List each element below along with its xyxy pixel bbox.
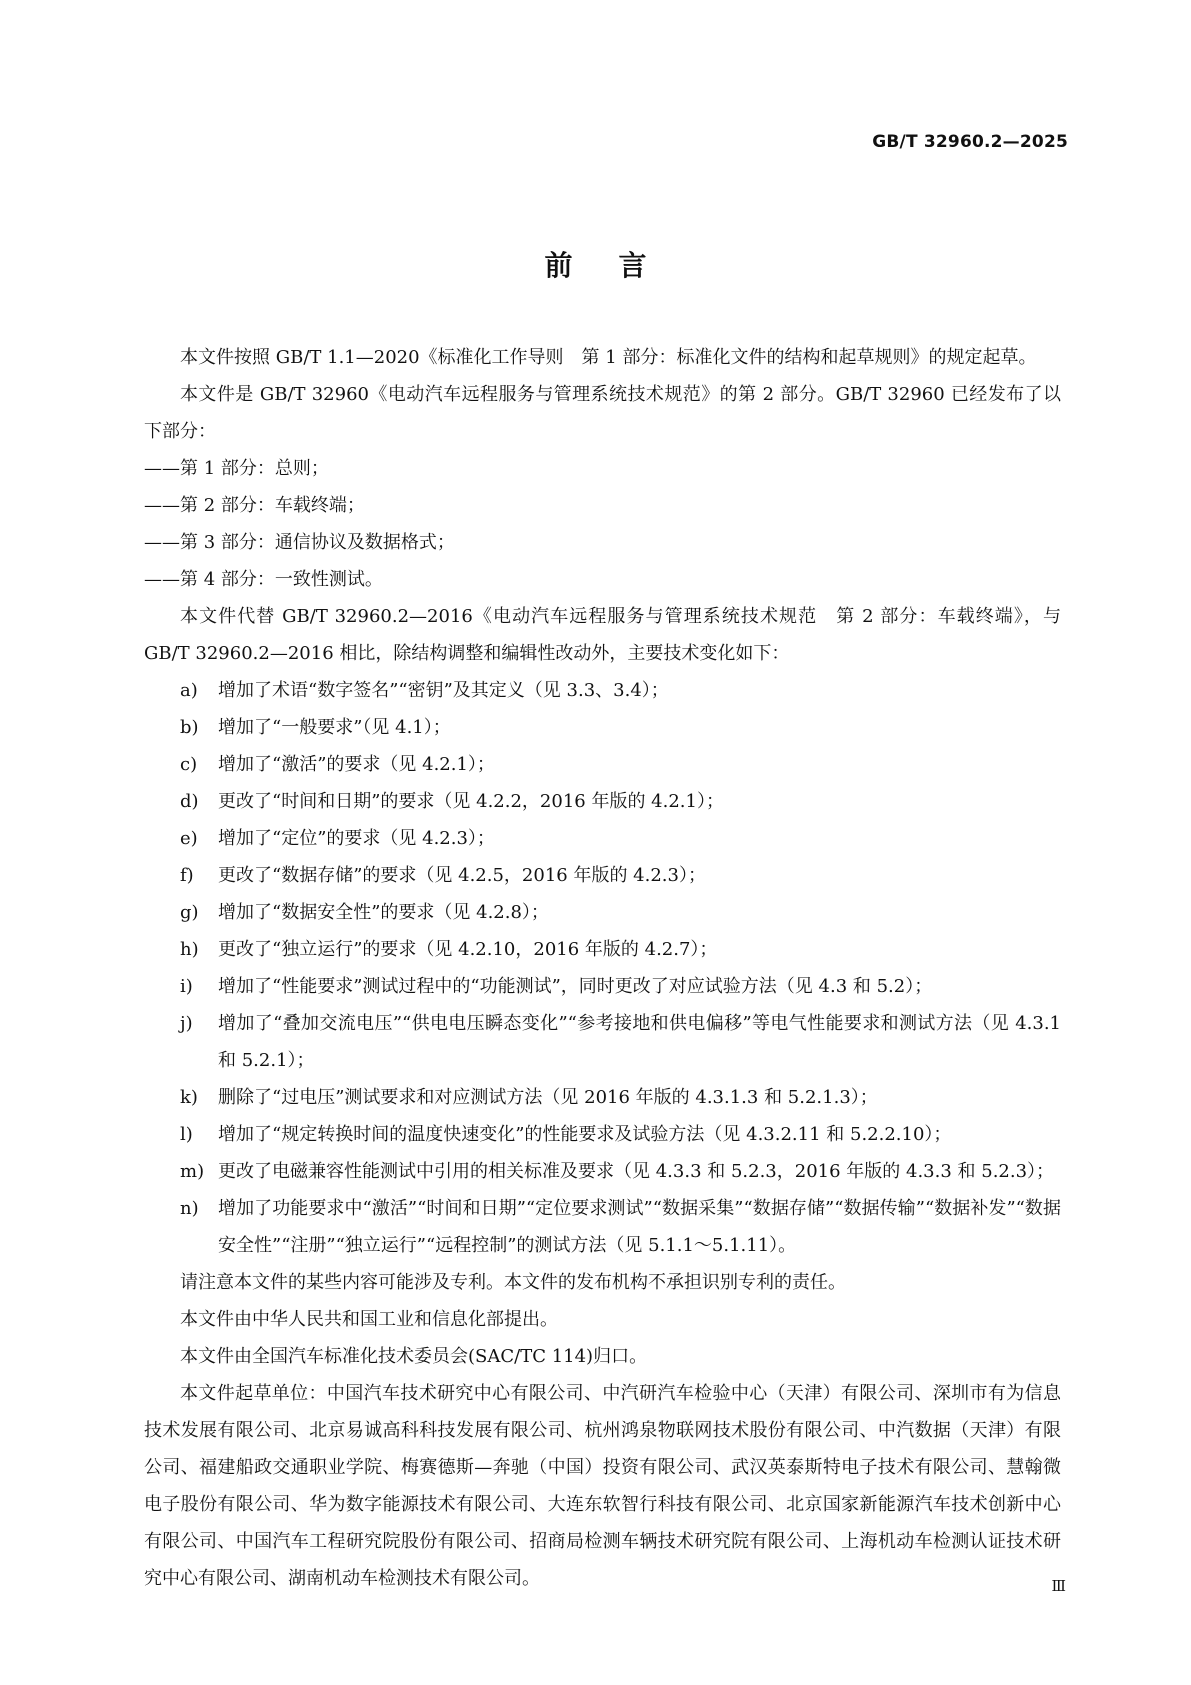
change-item xyxy=(144,783,1061,820)
change-item xyxy=(144,894,1061,931)
paragraph-drafting-organizations: 本文件起草单位：中国汽车技术研究中心有限公司、中汽研汽车检验中心（天津）有限公司、深圳市有为信息技术发展有限公司、北京易诚高科科技发展有限公司、杭州鸿泉物联网技术股份有限公司、中汽数据（天津）有限公司、福建船政交通职业学院、梅赛德斯—奔驰（中国）投资有限公司、武汉英泰斯特电子技术有限公司、慧翰微电子股份有限公司、华为数字能源技术有限公司、大连东软智行科技有限公司、北京国家新能源汽车技术创新中心有限公司、中国汽车工程研究院股份有限公司、招商局检测车辆技术研究院有限公司、上海机动车检测认证技术研究中心有限公司、湖南机动车检测技术有限公司。 xyxy=(144,1383,1061,1589)
page-number: Ⅲ xyxy=(1051,1577,1066,1595)
foreword-body xyxy=(144,339,1061,1597)
change-marker: e) xyxy=(180,828,198,849)
change-item xyxy=(144,746,1061,783)
change-item xyxy=(144,1079,1061,1116)
part-list-item: ——第 3 部分：通信协议及数据格式； xyxy=(144,532,455,553)
part-list-item: ——第 1 部分：总则； xyxy=(144,458,329,479)
part-list-item: ——第 2 部分：车载终端； xyxy=(144,495,365,516)
change-text: 增加了“定位”的要求（见 4.2.3）； xyxy=(218,828,495,849)
change-text: 增加了“叠加交流电压”“供电电压瞬态变化”“参考接地和供电偏移”等电气性能要求和测试方法（见 4.3.1 和 5.2.1）； xyxy=(218,1013,1061,1071)
change-item xyxy=(144,931,1061,968)
change-item xyxy=(144,968,1061,1005)
change-marker: b) xyxy=(180,717,199,738)
change-item xyxy=(144,1116,1061,1153)
change-marker: m) xyxy=(180,1161,205,1182)
paragraph-patent-notice: 请注意本文件的某些内容可能涉及专利。本文件的发布机构不承担识别专利的责任。 xyxy=(180,1272,846,1293)
change-item xyxy=(144,709,1061,746)
change-item xyxy=(144,857,1061,894)
standard-number: GB/T 32960.2—2025 xyxy=(872,132,1068,152)
change-text: 增加了“激活”的要求（见 4.2.1）； xyxy=(218,754,495,775)
change-text: 增加了“一般要求”（见 4.1）； xyxy=(218,717,451,738)
change-marker: j) xyxy=(180,1013,193,1034)
paragraph-replaces: 本文件代替 GB/T 32960.2—2016《电动汽车远程服务与管理系统技术规范 第 2 部分：车载终端》，与 GB/T 32960.2—2016 相比，除结构调整和编辑性改动外，主要技术变化如下： xyxy=(144,606,1061,664)
paragraph-drafting-rules: 本文件按照 GB/T 1.1—2020《标准化工作导则 第 1 部分：标准化文件的结构和起草规则》的规定起草。 xyxy=(180,347,1037,368)
change-text: 更改了“数据存储”的要求（见 4.2.5，2016 年版的 4.2.3）； xyxy=(218,865,706,886)
change-text: 更改了电磁兼容性能测试中引用的相关标准及要求（见 4.3.3 和 5.2.3，2016 年版的 4.3.3 和 5.2.3）； xyxy=(218,1161,1055,1182)
change-text: 增加了术语“数字签名”“密钥”及其定义（见 3.3、3.4）； xyxy=(218,680,669,701)
change-marker: l) xyxy=(180,1124,193,1145)
change-marker: h) xyxy=(180,939,199,960)
change-marker: a) xyxy=(180,680,198,701)
change-item xyxy=(144,1153,1061,1190)
change-marker: c) xyxy=(180,754,198,775)
change-marker: k) xyxy=(180,1087,198,1108)
change-text: 增加了功能要求中“激活”“时间和日期”“定位要求测试”“数据采集”“数据存储”“数据传输”“数据补发”“数据安全性”“注册”“独立运行”“远程控制”的测试方法（见 5.1.1～5.1.11）。 xyxy=(218,1198,1061,1256)
change-marker: n) xyxy=(180,1198,199,1219)
change-item xyxy=(144,1190,1061,1264)
paragraph-technical-committee: 本文件由全国汽车标准化技术委员会(SAC/TC 114)归口。 xyxy=(180,1346,648,1367)
change-text: 增加了“数据安全性”的要求（见 4.2.8）； xyxy=(218,902,549,923)
page-title: 前言 xyxy=(544,249,693,282)
change-item xyxy=(144,820,1061,857)
change-marker: i) xyxy=(180,976,193,997)
change-marker: d) xyxy=(180,791,199,812)
change-item xyxy=(144,1005,1061,1079)
change-text: 增加了“规定转换时间的温度快速变化”的性能要求及试验方法（见 4.3.2.11 和 5.2.2.10）； xyxy=(218,1124,952,1145)
change-marker: g) xyxy=(180,902,199,923)
change-marker: f) xyxy=(180,865,194,886)
change-text: 增加了“性能要求”测试过程中的“功能测试”，同时更改了对应试验方法（见 4.3 和 5.2）； xyxy=(218,976,933,997)
change-text: 删除了“过电压”测试要求和对应测试方法（见 2016 年版的 4.3.1.3 和 5.2.1.3）； xyxy=(218,1087,878,1108)
part-list-item: ——第 4 部分：一致性测试。 xyxy=(144,569,383,590)
paragraph-proposed-by: 本文件由中华人民共和国工业和信息化部提出。 xyxy=(180,1309,558,1330)
paragraph-series-parts: 本文件是 GB/T 32960《电动汽车远程服务与管理系统技术规范》的第 2 部分。GB/T 32960 已经发布了以下部分： xyxy=(144,384,1061,442)
change-text: 更改了“独立运行”的要求（见 4.2.10，2016 年版的 4.2.7）； xyxy=(218,939,718,960)
change-text: 更改了“时间和日期”的要求（见 4.2.2，2016 年版的 4.2.1）； xyxy=(218,791,724,812)
change-item xyxy=(144,672,1061,709)
